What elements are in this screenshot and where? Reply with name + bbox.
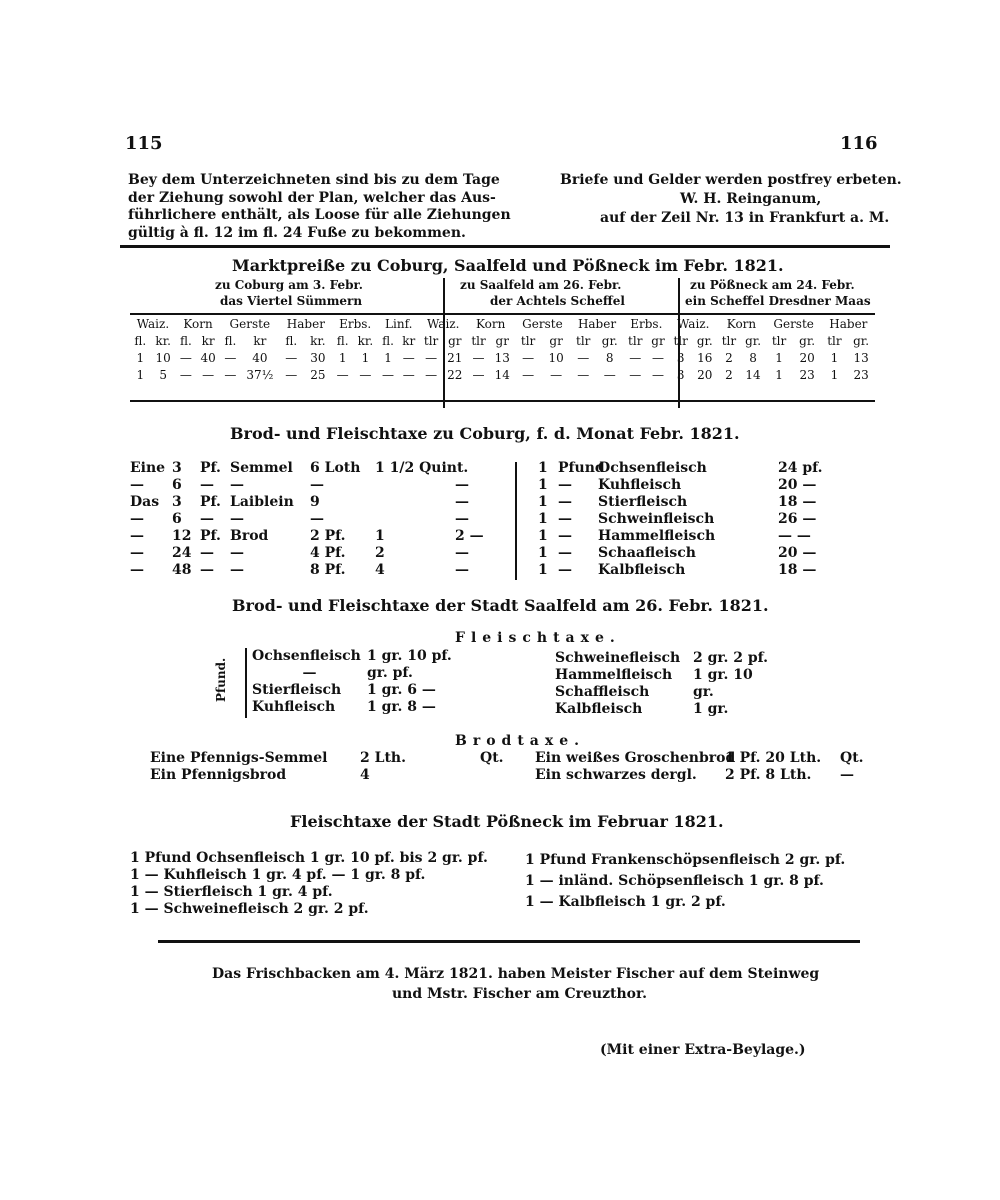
bread-article: — bbox=[130, 511, 144, 527]
price-cell: 1 bbox=[830, 351, 839, 365]
bread-amount: 12 bbox=[172, 528, 192, 544]
saalfeld-right-list bbox=[555, 650, 768, 718]
bread-article: — bbox=[130, 562, 144, 578]
saalfeld-left-list bbox=[252, 648, 452, 716]
poessneck-row: 1 — Kalbfleisch 1 gr. 2 pf. bbox=[525, 894, 726, 910]
price-cell: — bbox=[336, 368, 349, 382]
price-cell: — bbox=[522, 351, 535, 365]
price-cell: 22 bbox=[447, 368, 463, 382]
bread-weight: 4 Pf. bbox=[310, 545, 346, 561]
unit-cell: tlr bbox=[520, 334, 536, 348]
price-cell: — bbox=[285, 351, 298, 365]
price-cell: — bbox=[603, 368, 616, 382]
grain-header: Haber bbox=[577, 317, 617, 331]
brod-value: 4 bbox=[360, 767, 370, 783]
meat-price: 20 — bbox=[778, 477, 817, 493]
price-cell: 1 bbox=[136, 351, 145, 365]
price-cell: 20 bbox=[697, 368, 713, 382]
poessneck-right-list bbox=[525, 850, 845, 913]
unit-cell: gr. bbox=[745, 334, 762, 348]
price-cell: — bbox=[472, 368, 485, 382]
bread-kind: — bbox=[230, 477, 244, 493]
poessneck-left-list bbox=[130, 850, 488, 918]
unit-cell: gr bbox=[651, 334, 665, 348]
grain-header: Korn bbox=[726, 317, 757, 331]
price-cell: 1 bbox=[384, 351, 392, 365]
saalfeld-price: 1 gr. 6 — bbox=[367, 682, 436, 698]
price-cell: — bbox=[522, 368, 535, 382]
poessneck-row: 1 — Stierfleisch 1 gr. 4 pf. bbox=[130, 884, 333, 900]
bread-kind: — bbox=[230, 511, 244, 527]
poessneck-row: 1 — inländ. Schöpsenfleisch 1 gr. 8 pf. bbox=[525, 873, 824, 889]
saalfeld-heading: zu Saalfeld am 26. Febr. bbox=[460, 278, 622, 292]
price-cell: — bbox=[402, 368, 415, 382]
bread-unit: — bbox=[200, 511, 214, 527]
meat-unit: Pfund bbox=[558, 460, 605, 476]
bread-row bbox=[130, 545, 484, 562]
price-cell: 5 bbox=[159, 368, 167, 382]
saalfeld-subheading: der Achtels Scheffel bbox=[490, 294, 625, 308]
price-cell: — bbox=[224, 351, 237, 365]
price-cell: — bbox=[652, 351, 664, 365]
pfund-label: Pfund. bbox=[214, 657, 228, 702]
bread-article: — bbox=[130, 477, 144, 493]
saalfeld-item: Kalbfleisch bbox=[555, 701, 643, 717]
unit-cell: fl. bbox=[382, 334, 394, 348]
divider-rule bbox=[158, 940, 860, 943]
meat-row bbox=[538, 494, 823, 511]
bread-article: Das bbox=[130, 494, 160, 510]
price-cell: 23 bbox=[799, 368, 815, 382]
grain-header: Waiz. bbox=[427, 317, 460, 331]
price-cell: — bbox=[577, 351, 590, 365]
bread-quint: 2 bbox=[375, 545, 385, 561]
unit-cell: kr. bbox=[357, 334, 374, 348]
coburg-taxe-title: Brod- und Fleischtaxe zu Coburg, f. d. Monat Febr. 1821. bbox=[230, 424, 740, 443]
meat-qty: 1 bbox=[538, 545, 548, 561]
price-cell: 1 bbox=[136, 368, 145, 382]
meat-item: Schweinfleisch bbox=[598, 511, 715, 527]
market-price-table bbox=[130, 316, 875, 384]
extra-supplement-note: (Mit einer Extra-Beylage.) bbox=[600, 1042, 806, 1058]
unit-cell: kr bbox=[201, 334, 215, 348]
page-number-left: 115 bbox=[125, 133, 163, 154]
unit-cell: tlr bbox=[827, 334, 842, 348]
meat-item: Hammelfleisch bbox=[598, 528, 716, 544]
bread-row bbox=[130, 562, 484, 579]
price-cell: — bbox=[359, 368, 372, 382]
meat-row bbox=[538, 528, 823, 545]
bread-kind: Brod bbox=[230, 528, 269, 544]
price-cell: 2 bbox=[725, 351, 733, 365]
price-cell: — bbox=[202, 368, 215, 382]
meat-unit: — bbox=[558, 494, 572, 510]
price-cell: — bbox=[652, 368, 664, 382]
saalfeld-row bbox=[555, 667, 768, 684]
meat-qty: 1 bbox=[538, 562, 548, 578]
saalfeld-item: Schweinefleisch bbox=[555, 650, 681, 666]
unit-cell: fl. bbox=[180, 334, 192, 348]
grain-header: Gerste bbox=[773, 317, 814, 331]
meat-qty: 1 bbox=[538, 460, 548, 476]
saalfeld-row bbox=[252, 699, 452, 716]
unit-cell: kr bbox=[253, 334, 267, 348]
saalfeld-row bbox=[252, 648, 452, 665]
saalfeld-row bbox=[555, 701, 768, 718]
bracket-line bbox=[245, 648, 247, 718]
bread-article: Eine bbox=[130, 460, 166, 476]
saalfeld-item: Schaffleisch bbox=[555, 684, 650, 700]
price-cell: — bbox=[577, 368, 590, 382]
lottery-notice bbox=[128, 172, 511, 242]
signature-name: W. H. Reinganum, bbox=[680, 191, 822, 207]
price-cell: — bbox=[425, 351, 438, 365]
grain-header: Korn bbox=[183, 317, 213, 331]
meat-item: Ochsenfleisch bbox=[598, 460, 707, 476]
unit-cell: tlr bbox=[423, 334, 439, 348]
bread-weight: — bbox=[310, 477, 324, 493]
price-cell: 16 bbox=[697, 351, 713, 365]
bread-amount: 3 bbox=[172, 460, 182, 476]
unit-cell: gr bbox=[549, 334, 563, 348]
meat-unit: — bbox=[558, 511, 572, 527]
unit-cell: fl. bbox=[224, 334, 237, 348]
notice-line: gültig à fl. 12 im fl. 24 Fuße zu bekommen. bbox=[128, 224, 466, 241]
saalfeld-price: 1 gr. 10 bbox=[693, 667, 753, 683]
price-cell: 3 bbox=[676, 368, 685, 382]
meat-unit: — bbox=[558, 528, 572, 544]
price-cell: 10 bbox=[548, 351, 564, 365]
unit-cell: fl. bbox=[285, 334, 298, 348]
bread-kind: — bbox=[230, 545, 244, 561]
unit-cell: tlr bbox=[673, 334, 688, 348]
brod-unit: Qt. bbox=[480, 750, 504, 766]
brod-row bbox=[535, 750, 864, 767]
brodtaxe-heading: Brodtaxe. bbox=[455, 733, 586, 749]
saalfeld-price: gr. bbox=[693, 684, 714, 700]
saalfeld-taxe-title: Brod- und Fleischtaxe der Stadt Saalfeld am 26. Febr. 1821. bbox=[232, 596, 769, 615]
bread-amount: 6 bbox=[172, 477, 182, 493]
footer-notice-line2: und Mstr. Fischer am Creuzthor. bbox=[392, 986, 647, 1002]
meat-price: 20 — bbox=[778, 545, 817, 561]
price-cell: 25 bbox=[310, 368, 326, 382]
unit-row bbox=[130, 333, 875, 350]
coburg-subheading: das Viertel Sümmern bbox=[220, 294, 363, 308]
price-cell: 1 bbox=[338, 351, 347, 365]
saalfeld-price: 2 gr. 2 pf. bbox=[693, 650, 769, 666]
grain-header: Haber bbox=[829, 317, 868, 331]
price-cell: 37½ bbox=[246, 368, 274, 382]
price-cell: 1 bbox=[830, 368, 839, 382]
meat-unit: — bbox=[558, 562, 572, 578]
bread-extra: — bbox=[455, 545, 469, 561]
price-cell: — bbox=[629, 351, 642, 365]
bread-kind: Semmel bbox=[230, 460, 293, 476]
unit-cell: kr. bbox=[155, 334, 171, 348]
bread-weight: — bbox=[310, 511, 324, 527]
bread-unit: — bbox=[200, 477, 214, 493]
fleischtaxe-heading: Fleischtaxe. bbox=[455, 630, 621, 646]
saalfeld-price: 1 gr. bbox=[693, 701, 729, 717]
bread-unit: Pf. bbox=[200, 460, 221, 476]
unit-cell: tlr bbox=[471, 334, 486, 348]
brodtaxe-left bbox=[150, 750, 504, 784]
bread-kind: — bbox=[230, 562, 244, 578]
price-cell: 23 bbox=[853, 368, 869, 382]
bread-amount: 24 bbox=[172, 545, 192, 561]
meat-item: Stierfleisch bbox=[598, 494, 688, 510]
price-cell: 13 bbox=[494, 351, 510, 365]
bread-unit: Pf. bbox=[200, 528, 221, 544]
meat-price: 26 — bbox=[778, 511, 817, 527]
brod-row bbox=[535, 767, 864, 784]
meat-item: Kalbfleisch bbox=[598, 562, 686, 578]
grain-header: Gerste bbox=[229, 317, 271, 331]
brod-value: 2 Lth. bbox=[360, 750, 406, 766]
brod-value: 1 Pf. 20 Lth. bbox=[725, 750, 822, 766]
bread-unit: — bbox=[200, 545, 214, 561]
price-cell: 1 bbox=[775, 368, 783, 382]
price-cell: — bbox=[382, 368, 394, 382]
meat-price: 24 pf. bbox=[778, 460, 823, 476]
bread-row bbox=[130, 460, 484, 477]
price-cell: — bbox=[285, 368, 298, 382]
price-row bbox=[130, 367, 875, 384]
grain-header: Gerste bbox=[522, 317, 563, 331]
saalfeld-row bbox=[555, 684, 768, 701]
meat-row bbox=[538, 545, 823, 562]
saalfeld-item: Stierfleisch bbox=[252, 682, 342, 698]
meat-row bbox=[538, 562, 823, 579]
meat-unit: — bbox=[558, 545, 572, 561]
unit-cell: gr. bbox=[853, 334, 870, 348]
price-cell: 21 bbox=[447, 351, 463, 365]
bread-weight: 8 Pf. bbox=[310, 562, 346, 578]
price-cell: — bbox=[402, 351, 415, 365]
divider-rule bbox=[120, 245, 890, 248]
notice-line: führlichere enthält, als Loose für alle Ziehungen bbox=[128, 207, 511, 223]
coburg-heading: zu Coburg am 3. Febr. bbox=[215, 278, 363, 292]
poessneck-row: 1 — Kuhfleisch 1 gr. 4 pf. — 1 gr. 8 pf. bbox=[130, 867, 426, 883]
brod-item: Eine Pfennigs-Semmel bbox=[150, 750, 328, 766]
meat-row bbox=[538, 477, 823, 494]
price-cell: — bbox=[179, 351, 192, 365]
saalfeld-item: — bbox=[302, 665, 317, 681]
price-cell: — bbox=[629, 368, 642, 382]
price-cell: 3 bbox=[676, 351, 685, 365]
unit-cell: tlr bbox=[628, 334, 643, 348]
unit-cell: gr bbox=[448, 334, 462, 348]
price-cell: 30 bbox=[310, 351, 326, 365]
brod-row bbox=[150, 767, 504, 784]
saalfeld-price: gr. pf. bbox=[367, 665, 413, 681]
saalfeld-row bbox=[252, 682, 452, 699]
price-cell: 13 bbox=[853, 351, 869, 365]
grain-header: Erbs. bbox=[630, 317, 663, 331]
grain-header: Waiz. bbox=[677, 317, 710, 331]
price-cell: 20 bbox=[799, 351, 815, 365]
unit-cell: gr bbox=[495, 334, 509, 348]
bread-extra: — bbox=[455, 511, 469, 527]
poessneck-taxe-title: Fleischtaxe der Stadt Pößneck im Februar 1821. bbox=[290, 812, 724, 831]
price-cell: 2 bbox=[725, 368, 733, 382]
bread-quint: 4 bbox=[375, 562, 385, 578]
bread-weight: 9 bbox=[310, 494, 320, 510]
price-cell: — bbox=[224, 368, 237, 382]
market-title: Marktpreiße zu Coburg, Saalfeld und Pößneck im Febr. 1821. bbox=[232, 256, 784, 275]
price-cell: 1 bbox=[361, 351, 370, 365]
bread-quint: 1 1/2 Quint. bbox=[375, 460, 469, 476]
saalfeld-row bbox=[252, 665, 452, 682]
postage-notice: Briefe und Gelder werden postfrey erbeten. bbox=[560, 172, 902, 188]
unit-cell: fl. bbox=[134, 334, 147, 348]
coburg-bread-list bbox=[130, 460, 484, 579]
meat-row bbox=[538, 460, 823, 477]
poessneck-row: 1 Pfund Frankenschöpsenfleisch 2 gr. pf. bbox=[525, 852, 846, 868]
price-row bbox=[130, 350, 875, 367]
bread-unit: — bbox=[200, 562, 214, 578]
bread-weight: 2 Pf. bbox=[310, 528, 346, 544]
bread-amount: 3 bbox=[172, 494, 182, 510]
meat-qty: 1 bbox=[538, 511, 548, 527]
meat-qty: 1 bbox=[538, 528, 548, 544]
brod-item: Ein weißes Groschenbrod bbox=[535, 750, 736, 766]
unit-cell: gr. bbox=[799, 334, 816, 348]
price-cell: 8 bbox=[749, 351, 757, 365]
bread-row bbox=[130, 477, 484, 494]
bread-row bbox=[130, 511, 484, 528]
grain-header-row bbox=[130, 316, 875, 333]
table-rule bbox=[130, 400, 875, 402]
price-cell: — bbox=[179, 368, 192, 382]
unit-cell: fl. bbox=[336, 334, 349, 348]
price-cell: — bbox=[425, 368, 438, 382]
column-separator bbox=[515, 462, 517, 580]
meat-unit: — bbox=[558, 477, 572, 493]
brodtaxe-right bbox=[535, 750, 864, 784]
page-number-right: 116 bbox=[840, 133, 878, 154]
meat-item: Kuhfleisch bbox=[598, 477, 682, 493]
grain-header: Korn bbox=[476, 317, 506, 331]
signature-address: auf der Zeil Nr. 13 in Frankfurt a. M. bbox=[600, 210, 890, 226]
saalfeld-row bbox=[555, 650, 768, 667]
bread-amount: 48 bbox=[172, 562, 192, 578]
brod-item: Ein schwarzes dergl. bbox=[535, 767, 697, 783]
table-rule bbox=[130, 313, 875, 315]
bread-extra: 2 — bbox=[455, 528, 484, 544]
bread-kind: Laiblein bbox=[230, 494, 294, 510]
price-cell: 1 bbox=[775, 351, 783, 365]
meat-price: 18 — bbox=[778, 494, 817, 510]
poessneck-row: 1 — Schweinefleisch 2 gr. 2 pf. bbox=[130, 901, 369, 917]
footer-notice-line1: Das Frischbacken am 4. März 1821. haben Meister Fischer auf dem Steinweg bbox=[212, 966, 820, 982]
meat-price: 18 — bbox=[778, 562, 817, 578]
meat-price: — — bbox=[778, 528, 811, 544]
poessneck-heading: zu Pößneck am 24. Febr. bbox=[690, 278, 855, 292]
price-cell: 8 bbox=[605, 351, 614, 365]
price-cell: 14 bbox=[494, 368, 510, 382]
bread-row bbox=[130, 528, 484, 545]
unit-cell: gr. bbox=[601, 334, 618, 348]
price-cell: — bbox=[472, 351, 485, 365]
notice-line: der Ziehung sowohl der Plan, welcher das Aus- bbox=[128, 189, 496, 206]
saalfeld-item: Kuhfleisch bbox=[252, 699, 336, 715]
grain-header: Linf. bbox=[385, 317, 413, 331]
meat-qty: 1 bbox=[538, 477, 548, 493]
unit-cell: gr. bbox=[696, 334, 713, 348]
unit-cell: kr bbox=[402, 334, 416, 348]
price-cell: 10 bbox=[155, 351, 171, 365]
brod-row bbox=[150, 750, 504, 767]
bread-extra: — bbox=[455, 494, 469, 510]
brod-item: Ein Pfennigsbrod bbox=[150, 767, 287, 783]
bread-extra: — bbox=[455, 477, 469, 493]
meat-row bbox=[538, 511, 823, 528]
meat-qty: 1 bbox=[538, 494, 548, 510]
brod-unit: Qt. bbox=[840, 750, 864, 766]
brod-unit: — bbox=[840, 767, 854, 783]
saalfeld-item: Hammelfleisch bbox=[555, 667, 673, 683]
grain-header: Waiz. bbox=[136, 317, 170, 331]
saalfeld-price: 1 gr. 8 — bbox=[367, 699, 436, 715]
saalfeld-price: 1 gr. 10 pf. bbox=[367, 648, 452, 664]
coburg-meat-list bbox=[538, 460, 823, 579]
price-cell: — bbox=[550, 368, 563, 382]
poessneck-subheading: ein Scheffel Dresdner Maas bbox=[685, 294, 871, 308]
grain-header: Haber bbox=[286, 317, 325, 331]
bread-row bbox=[130, 494, 484, 511]
unit-cell: kr. bbox=[310, 334, 326, 348]
notice-line: Bey dem Unterzeichneten sind bis zu dem Tage bbox=[128, 172, 500, 188]
bread-article: — bbox=[130, 528, 144, 544]
unit-cell: tlr bbox=[771, 334, 787, 348]
price-cell: 14 bbox=[745, 368, 761, 382]
grain-header: Erbs. bbox=[339, 317, 372, 331]
bread-extra: — bbox=[455, 562, 469, 578]
brod-value: 2 Pf. 8 Lth. bbox=[725, 767, 812, 783]
unit-cell: tlr bbox=[576, 334, 591, 348]
price-cell: 40 bbox=[252, 351, 268, 365]
bread-article: — bbox=[130, 545, 144, 561]
meat-item: Schaafleisch bbox=[598, 545, 696, 561]
bread-unit: Pf. bbox=[200, 494, 221, 510]
poessneck-row: 1 Pfund Ochsenfleisch 1 gr. 10 pf. bis 2 gr. pf. bbox=[130, 850, 488, 866]
bread-amount: 6 bbox=[172, 511, 182, 527]
unit-cell: tlr bbox=[721, 334, 737, 348]
price-cell: 40 bbox=[200, 351, 216, 365]
bread-quint: 1 bbox=[375, 528, 385, 544]
bread-weight: 6 Loth bbox=[310, 460, 361, 476]
saalfeld-item: Ochsenfleisch bbox=[252, 648, 361, 664]
